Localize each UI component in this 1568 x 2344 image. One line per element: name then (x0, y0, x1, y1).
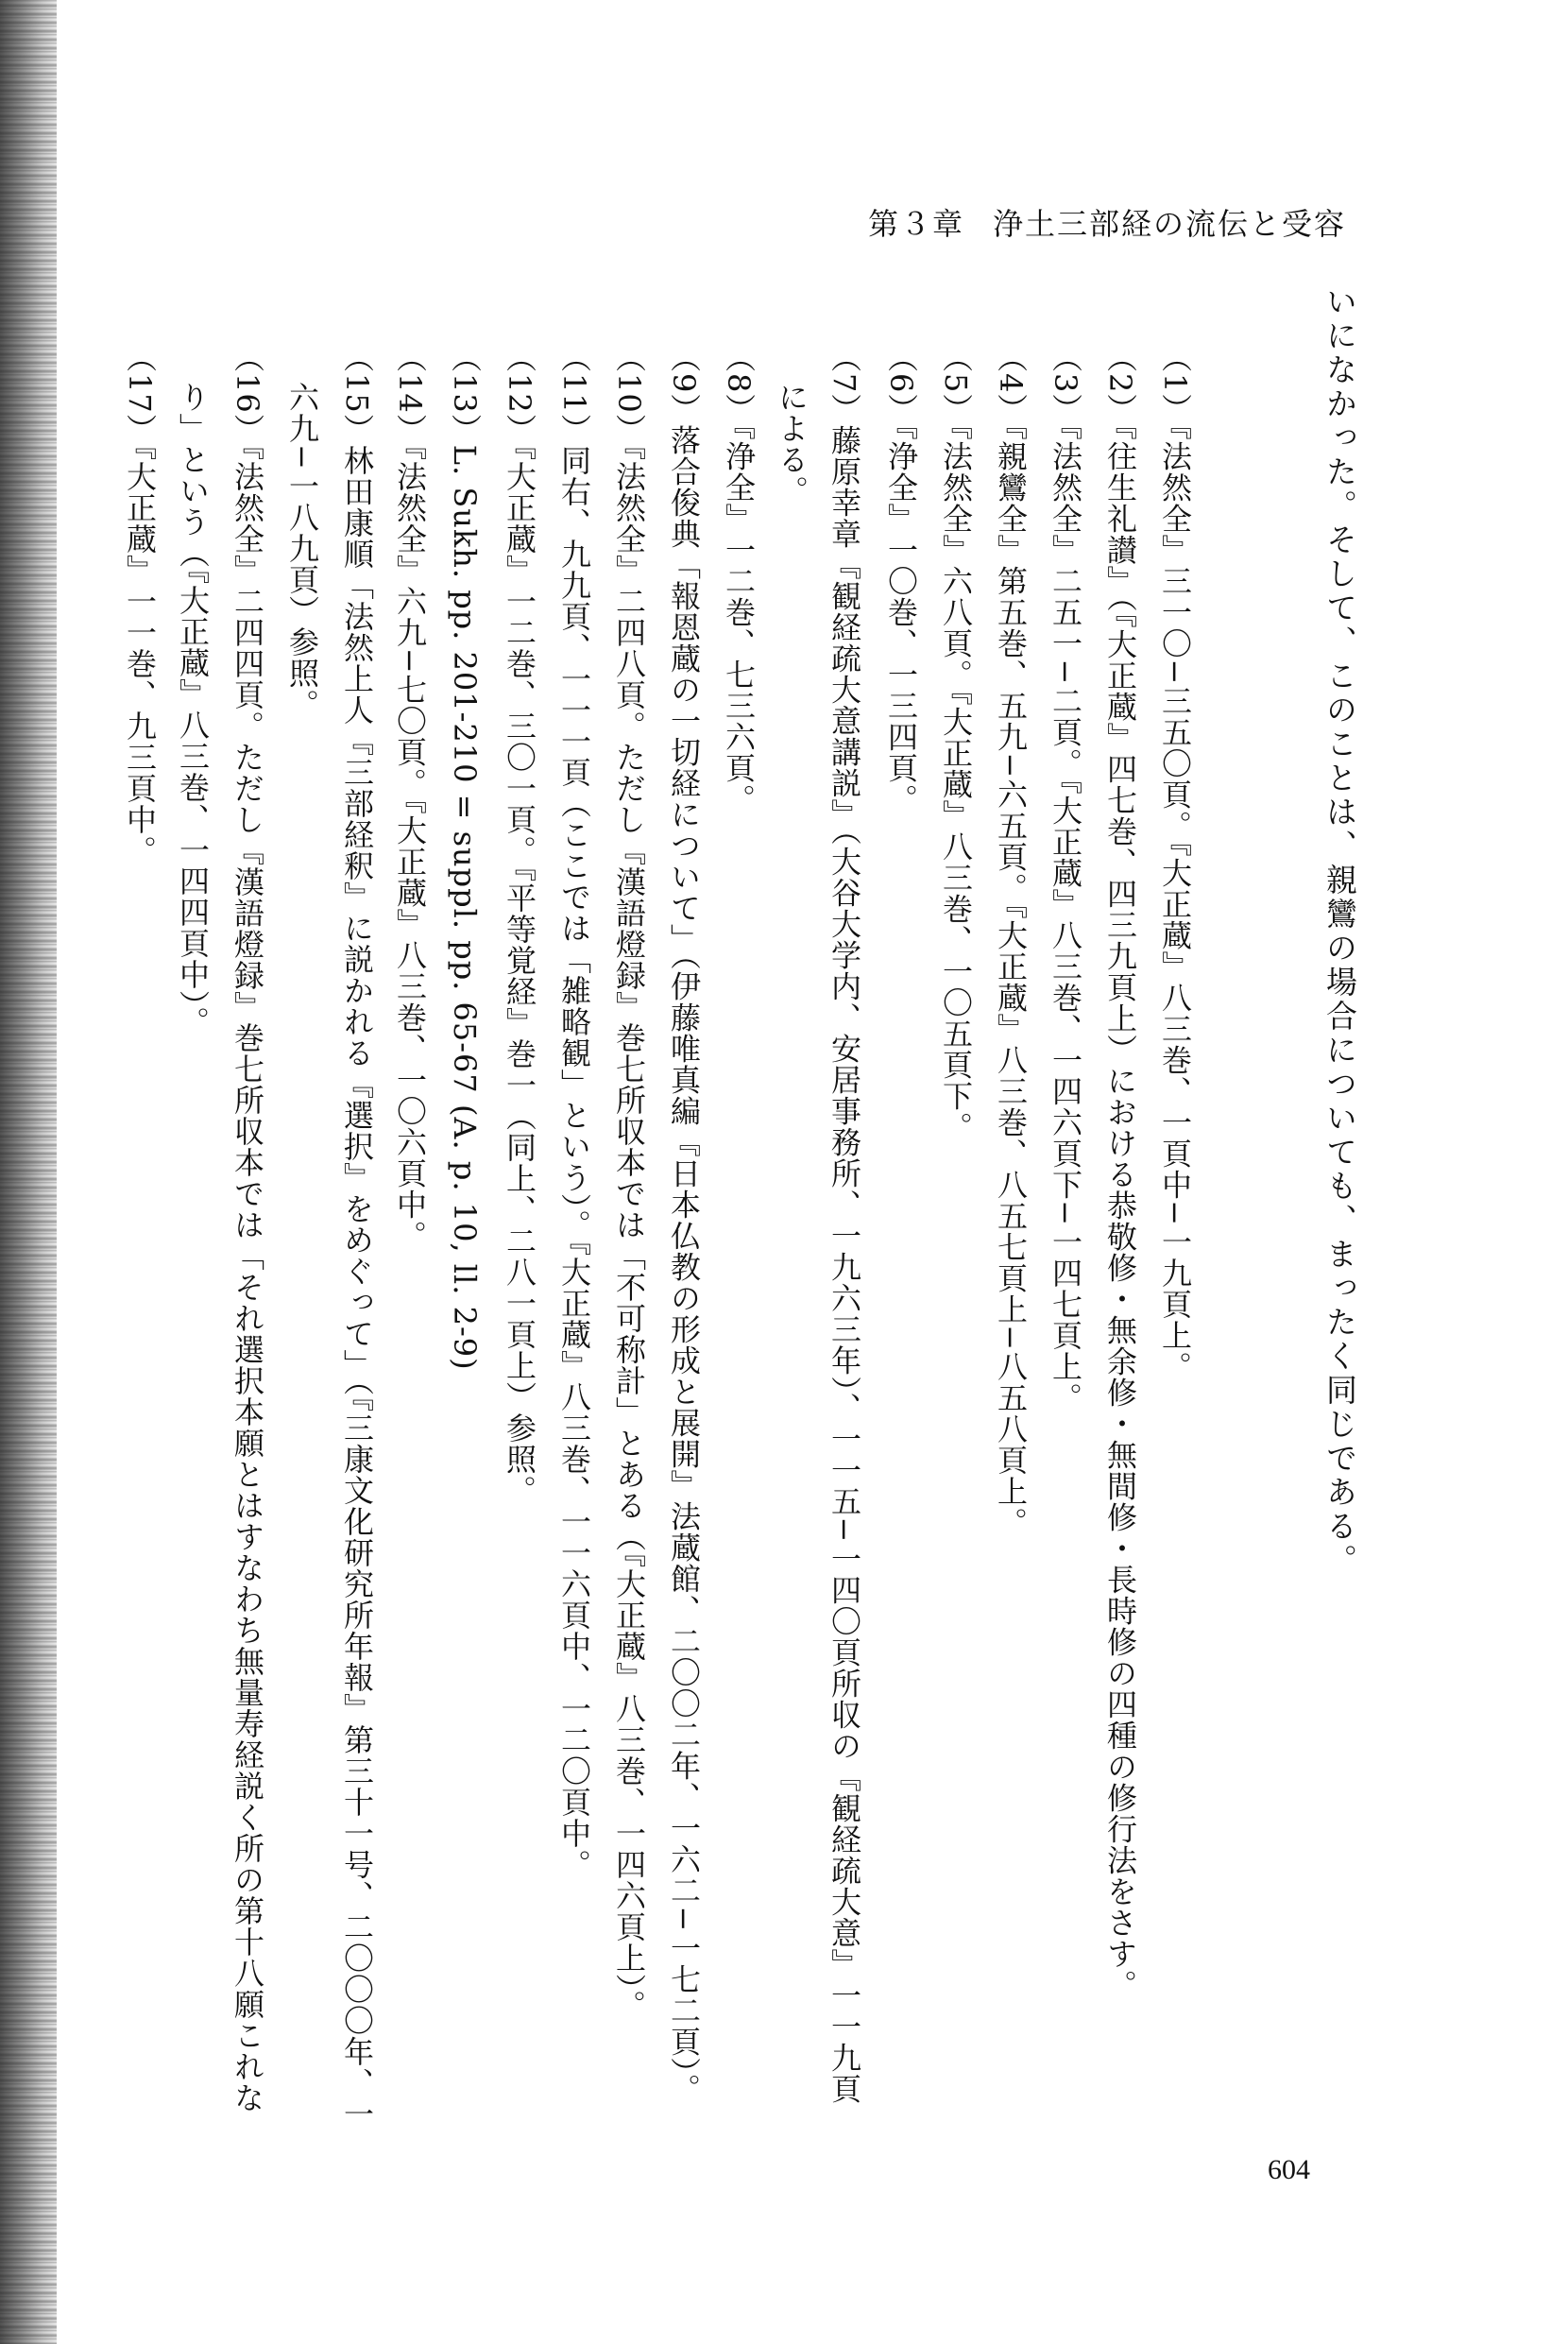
note-entry: （14）『法然全』六九−七〇頁。『大正蔵』八三巻、一〇六頁中。 (392, 342, 428, 1252)
note-entry: （6）『浄全』一〇巻、一三四頁。 (883, 342, 919, 815)
note-entry: （2）『往生礼讃』（『大正蔵』四七巻、四三九頁上）における恭敬修・無余修・無間修・長時修の四種の修行法をさす。 (1102, 342, 1138, 2001)
note-entry: （15）林田康順「法然上人『三部経釈』に説かれる『選択』をめぐって」（『三康文化研究所年報』第三十一号、二〇〇〇年、一 (339, 342, 375, 2130)
note-continuation: による。 (774, 382, 810, 506)
note-entry: （12）『大正蔵』一二巻、三〇一頁。『平等覚経』巻一（同上、二八一頁上）参照。 (502, 342, 537, 1506)
note-entry: （5）『法然全』六八頁。『大正蔵』八三巻、一〇五頁下。 (938, 342, 974, 1143)
note-entry: （11）同右、九九頁、一一一頁（ここでは「雑略観」という）。『大正蔵』八三巻、一一六頁中、一二〇頁中。 (556, 342, 592, 1880)
chapter-title: 浄土三部経の流伝と受容 (992, 206, 1346, 242)
note-entry: （8）『浄全』一二巻、七三六頁。 (721, 342, 757, 815)
scan-shadow-edge (0, 0, 57, 2344)
note-entry: （3）『法然全』二五一−二頁。『大正蔵』八三巻、一四六頁下−一四七頁上。 (1048, 342, 1083, 1413)
note-entry: （17）『大正蔵』一一巻、九三頁中。 (122, 342, 158, 866)
note-entry: （10）『法然全』二四八頁。ただし『漢語燈録』巻七所収本では「不可称計」とある（『大正蔵』八三巻、一四六頁上）。 (611, 342, 647, 2021)
note-entry: （7）藤原幸章『観経疏大意講説』（大谷大学内、安居事務所、一九六三年）、一一五−一四〇頁所収の『観経疏大意』一一九頁 (827, 342, 862, 2105)
note-continuation: 六九−一八九頁）参照。 (284, 382, 320, 720)
body-text-column: いになかった。そして、このことは、親鸞の場合についても、まったく同じである。 (1321, 285, 1358, 1578)
note-entry: （16）『法然全』二四四頁。ただし『漢語燈録』巻七所収本では「それ選択本願とはすなわち無量寿経説く所の第十八願これな (230, 342, 265, 2113)
chapter-label: 第３章 (867, 206, 964, 242)
note-continuation: り」という（『大正蔵』八三巻、一四四頁中）。 (175, 382, 211, 1037)
note-entry: （1）『法然全』三一〇−三五〇頁。『大正蔵』八三巻、一頁中−一九頁上。 (1157, 342, 1193, 1382)
page-number: 604 (1268, 2154, 1310, 2185)
note-entry: （9）落合俊典「報恩蔵の一切経について」（伊藤唯真編『日本仏教の形成と展開』法蔵館、二〇〇二年、一六二−一七二頁）。 (666, 342, 702, 2105)
running-header (855, 200, 1346, 248)
note-entry: （4）『親鸞全』第五巻、五九−六五頁。『大正蔵』八三巻、八五七頁上−八五八頁上。 (993, 342, 1029, 1538)
note-entry: （13）L. Sukh. pp. 201-210 = suppl. pp. 65-67 (A. p. 10, ll. 2-9) (447, 342, 483, 1371)
